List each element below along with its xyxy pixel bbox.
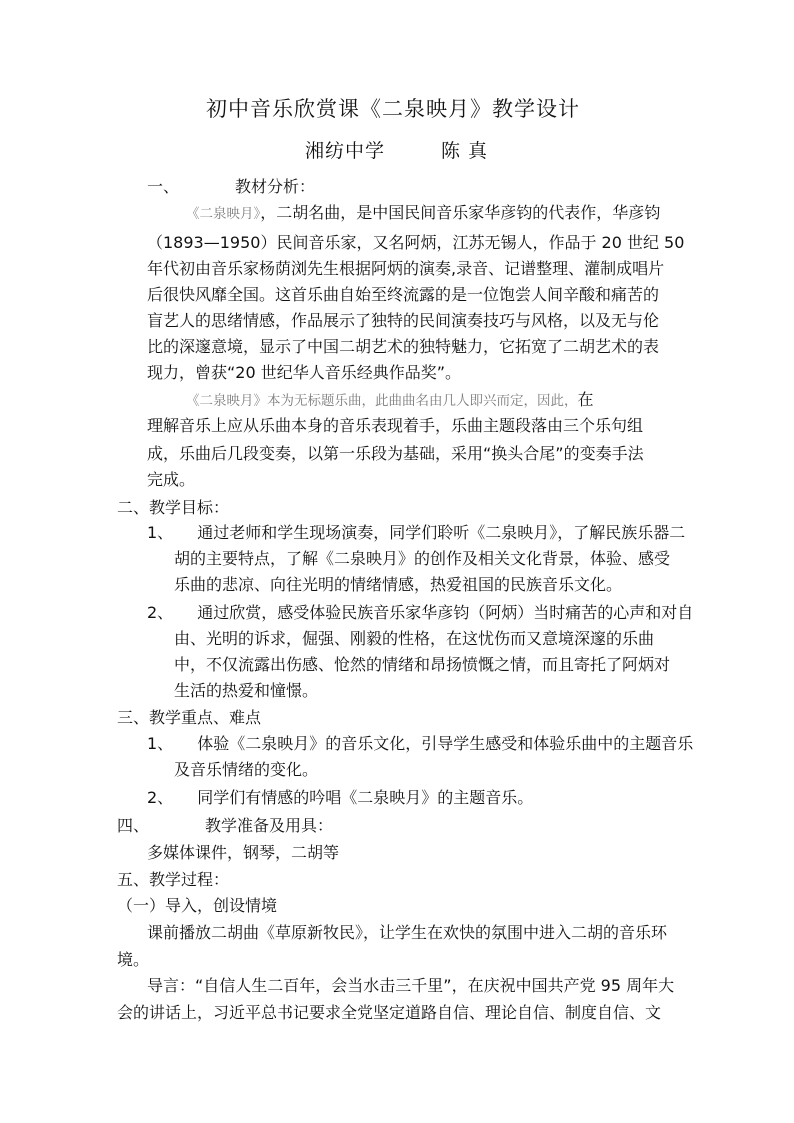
- school-name: 湘纺中学: [305, 140, 386, 162]
- s2-item-1-line-3: 乐曲的悲凉、向往光明的情绪情感，热爱祖国的民族音乐文化。: [174, 575, 623, 594]
- s3-item-1-line-2: 及音乐情绪的变化。: [174, 760, 319, 779]
- s4-content: 多媒体课件，钢琴，二胡等: [147, 843, 340, 862]
- s5-p2-line-1: 导言：“自信人生二百年，会当水击三千里”，在庆祝中国共产党 95 周年大: [147, 976, 675, 995]
- s1-p2-line-1: 《二泉映月》本为无标题乐曲，此曲曲名由几人即兴而定，因此，在: [186, 390, 594, 409]
- document-title: 初中音乐欣赏课《二泉映月》教学设计: [206, 97, 580, 121]
- s1-p1-line-3: 年代初由音乐家杨荫浏先生根据阿炳的演奏,录音、记谱整理、灌制成唱片: [147, 259, 665, 278]
- s2-item-2-line-1: 2、 通过欣赏，感受体验民族音乐家华彦钧（阿炳）当时痛苦的心声和对自: [147, 603, 694, 622]
- s5-p1-line-1: 课前播放二胡曲《草原新牧民》，让学生在欢快的氛围中进入二胡的音乐环: [147, 923, 668, 942]
- s2-item-2-number: 2、: [147, 603, 174, 622]
- s1-p1-line-2: （1893—1950）民间音乐家，又名阿炳，江苏无锡人，作品于 20 世纪 50: [147, 233, 685, 252]
- s1-p1-line-5: 盲艺人的思绪情感，作品展示了独特的民间演奏技巧与风格，以及无与伦: [147, 311, 660, 330]
- section-1-title: 教材分析：: [235, 177, 316, 196]
- section-2-heading: 二、教学目标：: [117, 498, 230, 517]
- author-line: [305, 138, 488, 164]
- s1-p1-line-6: 比的深邃意境，显示了中国二胡艺术的独特魅力，它拓宽了二胡艺术的表: [147, 337, 660, 356]
- s5-p2-line-2: 会的讲话上，习近平总书记要求全党坚定道路自信、理论自信、制度自信、文: [117, 1003, 662, 1022]
- s1-p1-quote: 《二泉映月》: [186, 206, 261, 222]
- s2-item-1-number: 1、: [147, 523, 174, 542]
- s1-p1-line-4: 后很快风靡全国。这首乐曲自始至终流露的是一位饱尝人间辛酸和痛苦的: [147, 285, 660, 304]
- s1-p2-line-4: 完成。: [147, 470, 196, 489]
- s2-item-1-line-1: 1、 通过老师和学生现场演奏，同学们聆听《二泉映月》，了解民族乐器二: [147, 523, 686, 542]
- s2-item-1-line-2: 胡的主要特点，了解《二泉映月》的创作及相关文化背景，体验、感受: [174, 549, 671, 568]
- s2-item-2-line-2: 由、光明的诉求，倔强、刚毅的性格，在这忧伤而又意境深邃的乐曲: [174, 629, 655, 648]
- section-1-heading: [147, 175, 315, 199]
- section-4-title: 教学准备及用具：: [205, 816, 334, 835]
- s3-item-1-number: 1、: [147, 734, 174, 753]
- s3-item-1-line-1: 1、 体验《二泉映月》的音乐文化，引导学生感受和体验乐曲中的主题音乐: [147, 734, 694, 753]
- section-1-number: 一、: [147, 177, 180, 196]
- section-4-number: 四、: [117, 816, 150, 835]
- section-5-heading: 五、教学过程：: [117, 870, 230, 889]
- s1-p2-line-2: 理解音乐上应从乐曲本身的音乐表现着手，乐曲主题段落由三个乐句组: [147, 416, 644, 435]
- s1-p2-line-3: 成，乐曲后几段变奏，以第一乐段为基础，采用“换头合尾”的变奏手法: [147, 444, 644, 463]
- s2-item-2-line-3: 中，不仅流露出伤感、怆然的情绪和昂扬愤慨之情，而且寄托了阿炳对: [174, 655, 671, 674]
- author-name: 陈 真: [441, 140, 489, 162]
- section-3-heading: 三、教学重点、难点: [117, 708, 262, 727]
- s1-p2-gray-text: 《二泉映月》本为无标题乐曲，此曲曲名由几人即兴而定，因此，: [186, 393, 578, 409]
- s2-item-2-line-4: 生活的热爱和憧憬。: [174, 681, 319, 700]
- s1-p1-line-1: 《二泉映月》，二胡名曲，是中国民间音乐家华彦钧的代表作，华彦钧: [186, 203, 661, 222]
- s3-item-2-line-1: 2、 同学们有情感的吟唱《二泉映月》的主题音乐。: [147, 788, 534, 807]
- section-4-heading: [117, 814, 333, 838]
- s5-subheading-1: （一）导入，创设情境: [117, 896, 278, 915]
- s5-p1-line-2: 境。: [117, 950, 150, 969]
- s1-p1-line-7: 现力，曾获“20 世纪华人音乐经典作品奖”。: [147, 363, 462, 382]
- s3-item-2-number: 2、: [147, 788, 174, 807]
